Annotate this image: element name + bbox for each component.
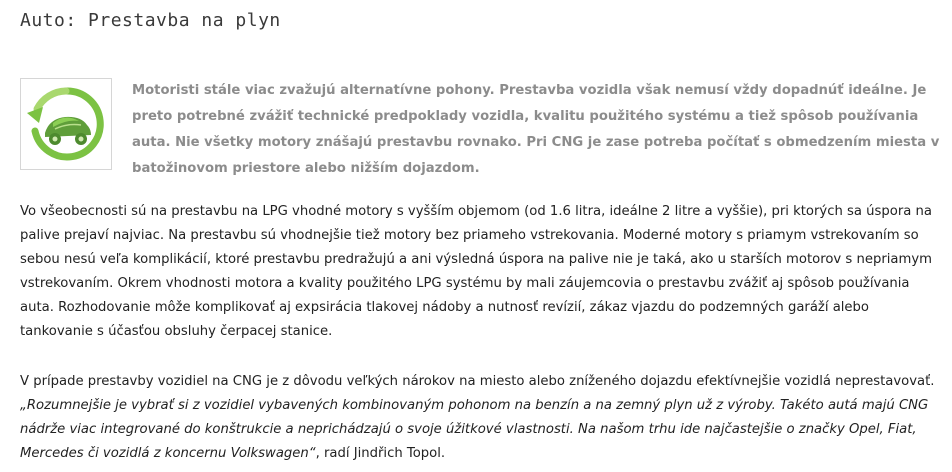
paragraph-2-intro: V prípade prestavby vozidiel na CNG je z dôvodu veľkých nárokov na miesto alebo zníženého dojazdu efektívnejšie vozidlá neprestavovať. [20,374,935,389]
quote-attribution: , radí Jindřich Topol. [315,446,446,461]
green-car-recycle-icon [20,78,112,170]
article-title: Auto: Prestavba na plyn [20,10,281,31]
quote-text: „Rozumnejšie je vybrať si z vozidiel vybavených kombinovaným pohonom na benzín a na zemný plyn už z výroby. Takéto autá majú CNG nádrže viac integrované do konštrukcie a neprichádzajú o svoje úžitkové vlastnosti. Na našom trhu ide najčastejšie o značky Opel, Fiat, Mercedes či vozidlá z koncernu Volkswagen“ [20,398,929,461]
article-paragraph-2 [20,370,945,466]
article-lead: Motoristi stále viac zvažujú alternatívne pohony. Prestavba vozidla však nemusí vždy dopadnúť ideálne. Je preto potrebné zvážiť technické predpoklady vozidla, kvalitu použitého systému a tiež spôsob používania auta. Nie všetky motory znášajú prestavbu rovnako. Pri CNG je zase potreba počítať s obmedzením miesta v batožinovom priestore alebo nižším dojazdom. [132,83,940,176]
article-paragraph-1: Vo všeobecnosti sú na prestavbu na LPG vhodné motory s vyšším objemom (od 1.6 litra, ideálne 2 litre a vyššie), pri ktorých sa úspora na palive prejaví najviac. Na prestavbu sú vhodnejšie tiež motory bez priameho vstrekovania. Moderné motory s priamym vstrekovaním so sebou nesú veľa komplikácií, ktoré prestavbu predražujú a ani výsledná úspora na palive nie je taká, ako u starších motorov s nepriamym vstrekovaním. Okrem vhodnosti motora a kvality použitého LPG systému by mali záujemcovia o prestavbu zvážiť aj spôsob používania auta. Rozhodovanie môže komplikovať aj expsirácia tlakovej nádoby a nutnosť revízií, zákaz vjazdu do podzemných garáží alebo tankovanie s účasťou obsluhy čerpacej stanice. [20,204,932,339]
